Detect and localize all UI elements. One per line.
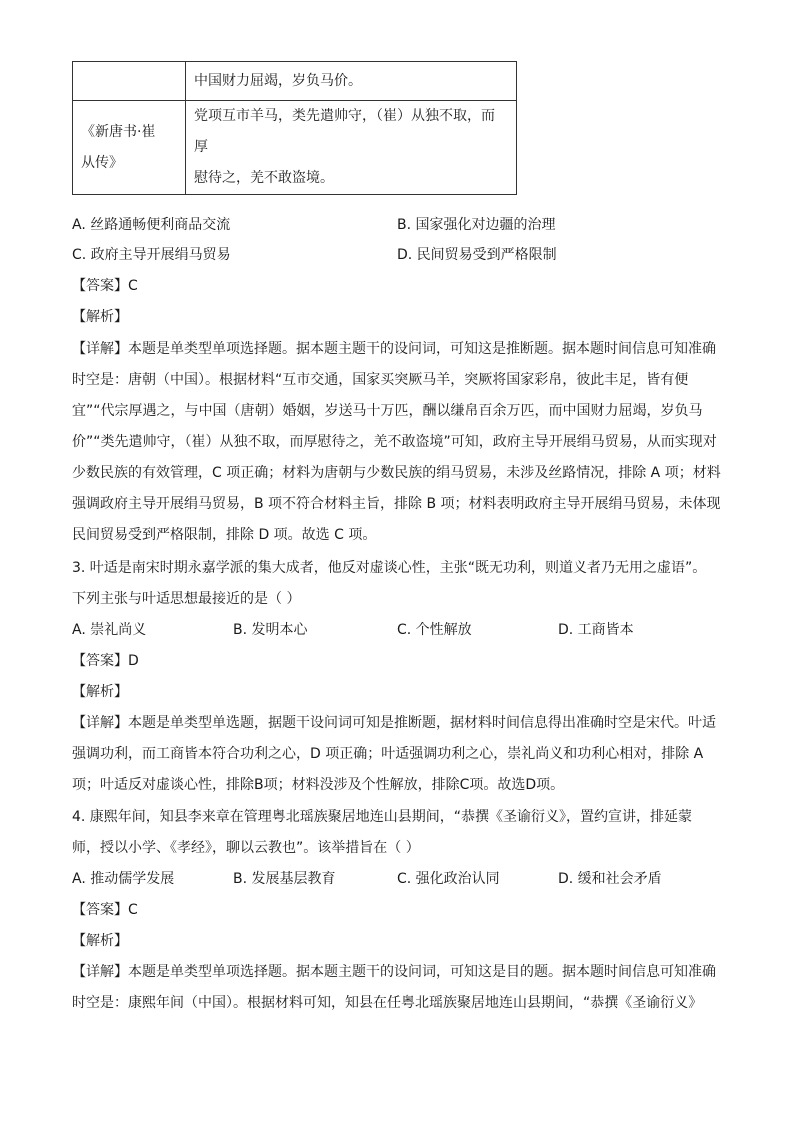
table-cell-text [186,101,517,195]
text-line: 党项互市羊马，类先遣帅守，（崔）从独不取，而厚 [194,108,495,155]
q2-detail-line: 【详解】本题是单类型单项选择题。据本题主题干的设问词，可知这是推断题。据本题时间信息可知准确 [72,341,716,357]
q2-answer: 【答案】C [72,278,138,294]
q3-detail-line: 【详解】本题是单类型单选题，据题干设问词可知是推断题，据材料时间信息得出准确时空是宋代。叶适 [72,715,716,731]
source-table [72,61,517,195]
q3-detail-line: 项；叶适反对虚谈心性，排除B项；材料没涉及个性解放，排除C项。故选D项。 [72,777,565,793]
source-line: 《新唐书·崔 [81,123,156,140]
q4-option-d: D. 缓和社会矛盾 [558,871,662,887]
q3-answer: 【答案】D [72,653,139,669]
q2-detail-line: 民间贸易受到严格限制，排除 D 项。故选 C 项。 [72,527,377,543]
q3-stem: 下列主张与叶适思想最接近的是（ ） [72,591,301,607]
q2-analysis-label: 【解析】 [72,309,128,325]
q2-detail-line: 强调政府主导开展绢马贸易，B 项不符合材料主旨，排除 B 项；材料表明政府主导开展绢马贸易，未体现 [72,496,721,512]
q2-option-a: A. 丝路通畅便利商品交流 [72,217,231,233]
source-line: 从传》 [81,154,123,171]
table-cell-source [73,101,186,195]
q4-detail-line: 【详解】本题是单类型单项选择题。据本题主题干的设问词，可知这是目的题。据本题时间信息可知准确 [72,964,716,980]
q2-option-b: B. 国家强化对边疆的治理 [397,217,556,233]
q2-detail-line: 宜”“代宗厚遇之，与中国（唐朝）婚姻，岁送马十万匹，酬以缣帛百余万匹，而中国财力屈竭，岁负马 [72,403,703,419]
q4-stem: 4. 康熙年间，知县李来章在管理粤北瑶族聚居地连山县期间，“恭撰《圣谕衍义》，置约宣讲，排延蒙 [72,809,693,825]
q3-option-a: A. 崇礼尚义 [72,622,147,638]
q3-option-d: D. 工商皆本 [558,622,634,638]
q4-answer: 【答案】C [72,902,138,918]
q3-option-b: B. 发明本心 [233,622,308,638]
table-row [73,62,517,101]
q3-detail-line: 强调功利，而工商皆本符合功利之心，D 项正确；叶适强调功利之心，崇礼尚义和功利心相对，排除 A [72,746,704,762]
q2-option-c: C. 政府主导开展绢马贸易 [72,247,231,263]
q4-stem: 师，授以小学、《孝经》，聊以云教也”。该举措旨在（ ） [72,840,420,856]
q3-option-c: C. 个性解放 [397,622,472,638]
q4-option-a: A. 推动儒学发展 [72,871,175,887]
q2-detail-line: 少数民族的有效管理，C 项正确；材料为唐朝与少数民族的绢马贸易，未涉及丝路情况，排除 A 项；材料 [72,465,721,481]
table-row [73,101,517,195]
q4-option-b: B. 发展基层教育 [233,871,336,887]
q3-stem: 3. 叶适是南宋时期永嘉学派的集大成者，他反对虚谈心性，主张“既无功利，则道义者乃无用之虚语”。 [72,560,707,576]
q2-detail-line: 时空是：唐朝（中国）。根据材料“互市交通，国家买突厥马羊，突厥将国家彩帛，彼此丰足，皆有便 [72,372,689,388]
table-cell-source [73,62,186,101]
q4-analysis-label: 【解析】 [72,933,128,949]
q4-option-c: C. 强化政治认同 [397,871,500,887]
text-line: 慰待之，羌不敢盗境。 [194,170,334,186]
q3-analysis-label: 【解析】 [72,684,128,700]
q4-detail-line: 时空是：康熙年间（中国）。根据材料可知，知县在任粤北瑶族聚居地连山县期间，“恭撰《圣谕衍义》 [72,995,703,1011]
table-cell-text: 中国财力屈竭，岁负马价。 [186,62,517,101]
q2-option-d: D. 民间贸易受到严格限制 [397,247,557,263]
q2-detail-line: 价”“类先遣帅守，（崔）从独不取，而厚慰待之，羌不敢盗境”可知，政府主导开展绢马贸易，从而实现对 [72,434,717,450]
